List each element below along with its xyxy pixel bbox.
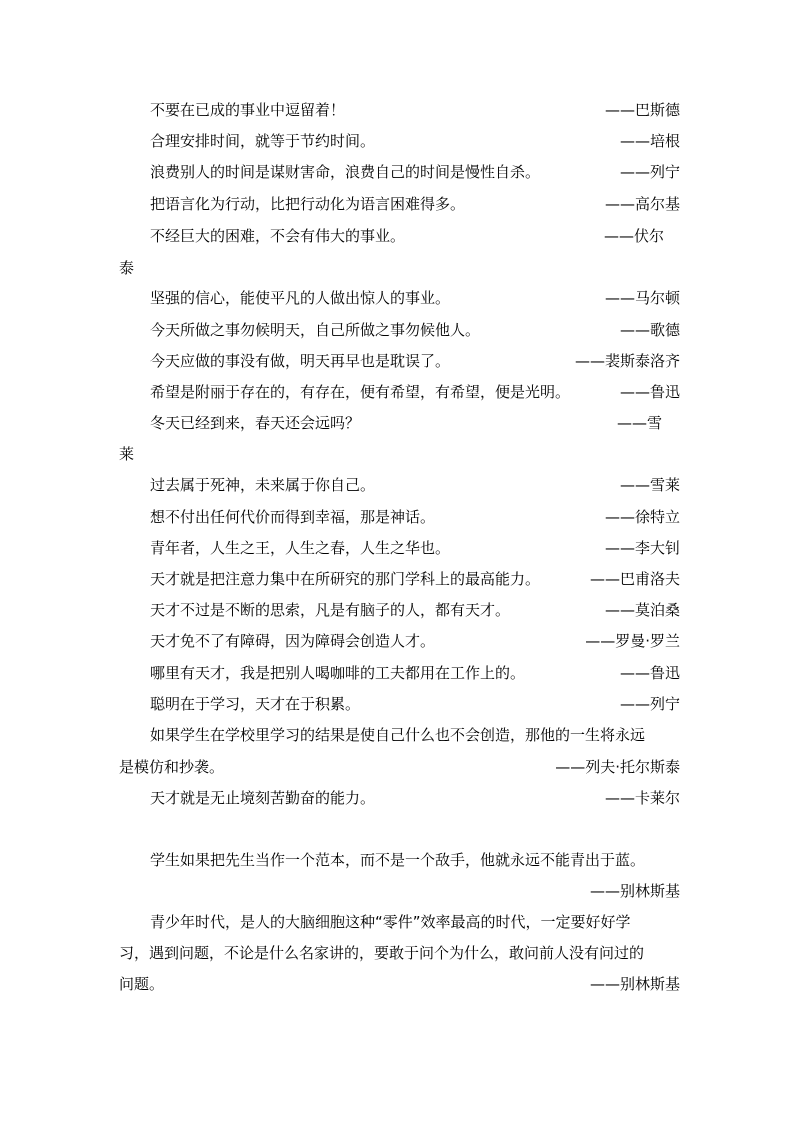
quote-text: 天才就是把注意力集中在所研究的那门学科上的最高能力。 — [150, 570, 541, 588]
quote-line — [0, 910, 794, 934]
quote-line — [0, 536, 794, 560]
quote-text-continued: 是模仿和抄袭。 — [119, 758, 225, 776]
quote-line — [0, 318, 794, 342]
quote-line — [0, 567, 794, 591]
quote-author: ——列夫·托尔斯泰 — [555, 758, 680, 776]
quote-line — [0, 98, 794, 122]
quote-line — [0, 941, 794, 965]
quote-text: 坚强的信心，能使平凡的人做出惊人的事业。 — [150, 289, 451, 307]
quote-text: 浪费别人的时间是谋财害命，浪费自己的时间是慢性自杀。 — [150, 163, 541, 181]
quote-author: ——裴斯泰洛齐 — [574, 352, 680, 370]
quote-text: 希望是附丽于存在的，有存在，便有希望，有希望，便是光明。 — [150, 383, 571, 401]
quote-author: ——李大钊 — [604, 539, 680, 557]
quote-author: ——列宁 — [619, 695, 680, 713]
quote-line — [0, 723, 794, 747]
quote-line — [0, 505, 794, 529]
quote-line — [0, 692, 794, 716]
quote-author: ——雪莱 — [619, 476, 680, 494]
quote-author: ——巴斯德 — [604, 101, 680, 119]
quote-author: ——徐特立 — [604, 508, 680, 526]
quote-author: ——雪 — [617, 414, 663, 432]
quote-author: ——罗曼·罗兰 — [585, 632, 680, 650]
quote-author: ——别林斯基 — [589, 882, 680, 900]
quote-line — [0, 972, 794, 996]
quote-author: ——莫泊桑 — [604, 601, 680, 619]
quote-text: 今天所做之事勿候明天，自己所做之事勿候他人。 — [150, 321, 481, 339]
quote-text: 天才免不了有障碍，因为障碍会创造人才。 — [150, 632, 436, 650]
quote-line — [0, 349, 794, 373]
quote-author: ——高尔基 — [604, 195, 680, 213]
quote-text: 天才不过是不断的思索，凡是有脑子的人，都有天才。 — [150, 601, 511, 619]
quote-author: ——伏尔 — [604, 227, 665, 245]
quote-text: 冬天已经到来，春天还会远吗？ — [150, 414, 361, 432]
quote-text: 不经巨大的困难，不会有伟大的事业。 — [150, 227, 406, 245]
quote-line — [0, 661, 794, 685]
quote-wrap-line — [0, 256, 794, 280]
quote-author: ——马尔顿 — [604, 289, 680, 307]
quote-text: 不要在已成的事业中逗留着！ — [150, 101, 346, 119]
quote-line — [0, 755, 794, 779]
quote-author: ——别林斯基 — [589, 975, 680, 993]
quote-author-continued: 泰 — [119, 259, 135, 277]
quote-line — [0, 224, 794, 248]
quote-text: 合理安排时间，就等于节约时间。 — [150, 132, 376, 150]
quote-line — [0, 160, 794, 184]
quote-author: ——巴甫洛夫 — [589, 570, 680, 588]
quote-text: 青少年时代，是人的大脑细胞这种“零件”效率最高的时代，一定要好好学 — [150, 913, 631, 931]
quote-text: 今天应做的事没有做，明天再早也是耽误了。 — [150, 352, 451, 370]
quote-text: 聪明在于学习，天才在于积累。 — [150, 695, 361, 713]
quote-text: 哪里有天才，我是把别人喝咖啡的工夫都用在工作上的。 — [150, 664, 526, 682]
quote-author: ——卡莱尔 — [604, 789, 680, 807]
quote-line — [0, 411, 794, 435]
quote-line — [0, 598, 794, 622]
quote-text-continued: 问题。 — [119, 975, 165, 993]
quote-text: 天才就是无止境刻苦勤奋的能力。 — [150, 789, 376, 807]
quote-line — [0, 380, 794, 404]
quote-text: 想不付出任何代价而得到幸福，那是神话。 — [150, 508, 436, 526]
quote-line — [0, 129, 794, 153]
quote-author: ——培根 — [619, 132, 680, 150]
quote-line — [0, 473, 794, 497]
quote-wrap-line — [0, 442, 794, 466]
quote-text: 如果学生在学校里学习的结果是使自己什么也不会创造，那他的一生将永远 — [150, 726, 646, 744]
quote-line — [0, 629, 794, 653]
quote-text: 过去属于死神，未来属于你自己。 — [150, 476, 376, 494]
quote-line — [0, 192, 794, 216]
quote-author: ——歌德 — [619, 321, 680, 339]
quote-line — [0, 286, 794, 310]
quote-text: 学生如果把先生当作一个范本，而不是一个敌手，他就永远不能青出于蓝。 — [150, 851, 646, 869]
quote-author: ——鲁迅 — [619, 383, 680, 401]
quote-author: ——列宁 — [619, 163, 680, 181]
quote-author-continued: 莱 — [119, 445, 135, 463]
quote-line — [0, 848, 794, 872]
quote-text: 把语言化为行动，比把行动化为语言困难得多。 — [150, 195, 466, 213]
quote-line — [0, 786, 794, 810]
quote-text: 青年者，人生之王，人生之春，人生之华也。 — [150, 539, 451, 557]
quote-text-continued: 习，遇到问题，不论是什么名家讲的，要敢于问个为什么，敢问前人没有问过的 — [119, 944, 645, 962]
quote-line — [0, 879, 794, 903]
quote-author: ——鲁迅 — [619, 664, 680, 682]
